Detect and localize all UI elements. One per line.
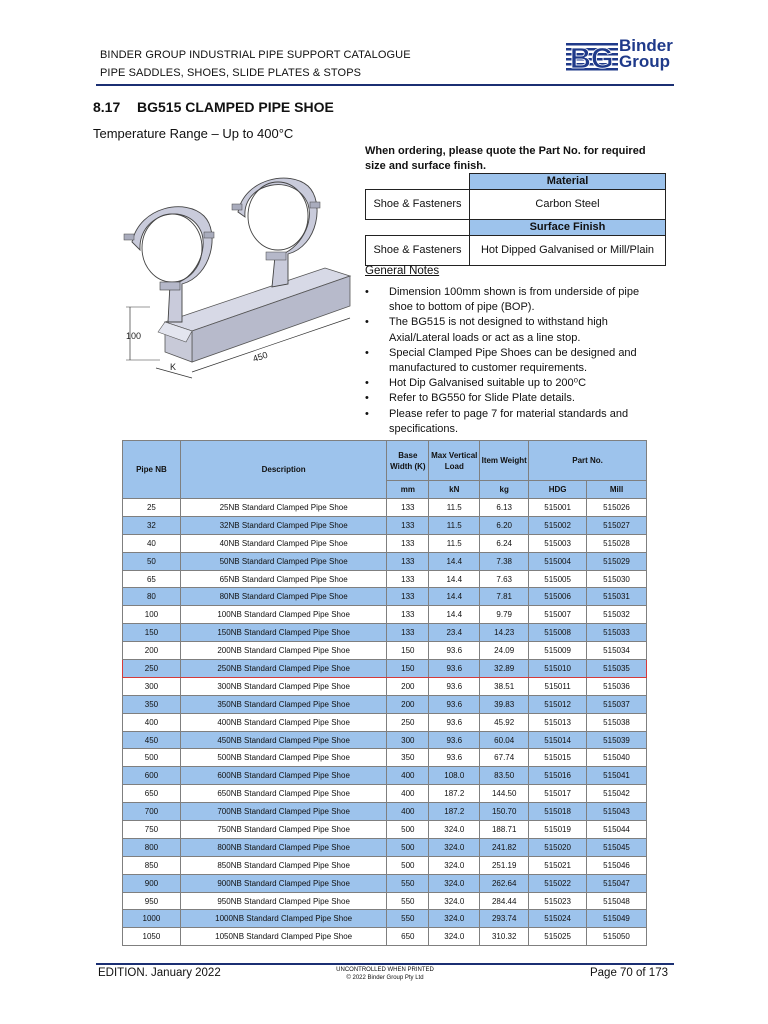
note-item: • The BG515 is not designed to withstand high Axial/Lateral loads or act as a line stop.: [365, 316, 608, 344]
cell-load: 187.2: [429, 803, 480, 821]
cell-k: 250: [387, 713, 429, 731]
cell-mill: 515042: [587, 785, 647, 803]
cell-desc: 1050NB Standard Clamped Pipe Shoe: [180, 928, 387, 946]
cell-load: 23.4: [429, 624, 480, 642]
cell-desc: 100NB Standard Clamped Pipe Shoe: [180, 606, 387, 624]
cell-hdg: 515016: [529, 767, 587, 785]
note-item: • Dimension 100mm shown is from underside of pipe shoe to bottom of pipe (BOP).: [365, 286, 640, 314]
table-row: [123, 606, 647, 624]
cell-hdg: 515006: [529, 588, 587, 606]
cell-load: 14.4: [429, 570, 480, 588]
cell-hdg: 515010: [529, 660, 587, 678]
copyright-notice: © 2022 Binder Group Pty Ltd: [346, 975, 424, 981]
cell-nb: 80: [123, 588, 181, 606]
uncontrolled-notice: UNCONTROLLED WHEN PRINTED: [336, 967, 434, 973]
finish-row-label: Shoe & Fasteners: [366, 236, 470, 266]
cell-wt: 251.19: [480, 856, 529, 874]
cell-load: 11.5: [429, 499, 480, 517]
cell-wt: 24.09: [480, 642, 529, 660]
col-hdg: HDG: [529, 481, 587, 499]
cell-k: 133: [387, 534, 429, 552]
footer-divider: [96, 963, 674, 965]
table-row: [123, 874, 647, 892]
general-notes-title: General Notes: [365, 265, 440, 277]
cell-wt: 7.63: [480, 570, 529, 588]
cell-wt: 150.70: [480, 803, 529, 821]
cell-k: 133: [387, 624, 429, 642]
cell-wt: 32.89: [480, 660, 529, 678]
cell-load: 14.4: [429, 588, 480, 606]
cell-mill: 515028: [587, 534, 647, 552]
dimension-length-label: 450: [251, 349, 269, 364]
cell-nb: 600: [123, 767, 181, 785]
cell-desc: 600NB Standard Clamped Pipe Shoe: [180, 767, 387, 785]
table-row: [123, 910, 647, 928]
cell-wt: 83.50: [480, 767, 529, 785]
footer-disclaimer: [300, 966, 470, 982]
cell-wt: 293.74: [480, 910, 529, 928]
cell-hdg: 515004: [529, 552, 587, 570]
cell-wt: 45.92: [480, 713, 529, 731]
cell-load: 324.0: [429, 910, 480, 928]
cell-wt: 188.71: [480, 821, 529, 839]
table-row: [123, 838, 647, 856]
cell-wt: 284.44: [480, 892, 529, 910]
cell-load: 93.6: [429, 660, 480, 678]
cell-k: 200: [387, 695, 429, 713]
cell-k: 550: [387, 874, 429, 892]
cell-hdg: 515012: [529, 695, 587, 713]
col-pipe-nb: Pipe NB: [123, 441, 181, 499]
cell-hdg: 515013: [529, 713, 587, 731]
unit-kn: kN: [429, 481, 480, 499]
bg-monogram-icon: [566, 40, 618, 74]
cell-desc: 25NB Standard Clamped Pipe Shoe: [180, 499, 387, 517]
cell-wt: 310.32: [480, 928, 529, 946]
cell-k: 150: [387, 642, 429, 660]
cell-hdg: 515014: [529, 731, 587, 749]
cell-wt: 6.20: [480, 516, 529, 534]
cell-mill: 515049: [587, 910, 647, 928]
table-row: [123, 624, 647, 642]
cell-wt: 39.83: [480, 695, 529, 713]
cell-desc: 800NB Standard Clamped Pipe Shoe: [180, 838, 387, 856]
edition-label: EDITION. January 2022: [98, 967, 221, 979]
cell-desc: 200NB Standard Clamped Pipe Shoe: [180, 642, 387, 660]
cell-desc: 500NB Standard Clamped Pipe Shoe: [180, 749, 387, 767]
cell-wt: 6.13: [480, 499, 529, 517]
specification-table-body: [123, 499, 647, 946]
cell-mill: 515046: [587, 856, 647, 874]
cell-nb: 400: [123, 713, 181, 731]
cell-k: 500: [387, 856, 429, 874]
finish-row-value: Hot Dipped Galvanised or Mill/Plain: [470, 236, 666, 266]
cell-desc: 1000NB Standard Clamped Pipe Shoe: [180, 910, 387, 928]
cell-mill: 515048: [587, 892, 647, 910]
table-row: [123, 928, 647, 946]
cell-mill: 515030: [587, 570, 647, 588]
cell-hdg: 515025: [529, 928, 587, 946]
specification-table: [122, 440, 647, 946]
table-row: [123, 534, 647, 552]
cell-k: 550: [387, 892, 429, 910]
unit-kg: kg: [480, 481, 529, 499]
cell-hdg: 515002: [529, 516, 587, 534]
cell-hdg: 515015: [529, 749, 587, 767]
cell-nb: 450: [123, 731, 181, 749]
cell-k: 200: [387, 677, 429, 695]
cell-mill: 515044: [587, 821, 647, 839]
cell-hdg: 515019: [529, 821, 587, 839]
cell-k: 550: [387, 910, 429, 928]
table-row: [123, 892, 647, 910]
cell-mill: 515031: [587, 588, 647, 606]
cell-nb: 200: [123, 642, 181, 660]
cell-mill: 515036: [587, 677, 647, 695]
cell-desc: 32NB Standard Clamped Pipe Shoe: [180, 516, 387, 534]
dimension-height-label: 100: [126, 331, 142, 341]
surface-finish-header: Surface Finish: [470, 220, 666, 236]
cell-load: 187.2: [429, 785, 480, 803]
cell-nb: 300: [123, 677, 181, 695]
logo-wordmark: [619, 38, 673, 70]
cell-desc: 450NB Standard Clamped Pipe Shoe: [180, 731, 387, 749]
cell-desc: 80NB Standard Clamped Pipe Shoe: [180, 588, 387, 606]
cell-hdg: 515009: [529, 642, 587, 660]
cell-hdg: 515018: [529, 803, 587, 821]
temperature-range: Temperature Range – Up to 400°C: [93, 126, 294, 141]
cell-desc: 350NB Standard Clamped Pipe Shoe: [180, 695, 387, 713]
section-title: BG515 CLAMPED PIPE SHOE: [137, 99, 334, 115]
cell-hdg: 515024: [529, 910, 587, 928]
table-row: [123, 713, 647, 731]
cell-desc: 40NB Standard Clamped Pipe Shoe: [180, 534, 387, 552]
table-row: [123, 677, 647, 695]
cell-k: 300: [387, 731, 429, 749]
note-item: • Please refer to page 7 for material standards and specifications.: [365, 407, 629, 435]
table-row: [123, 856, 647, 874]
cell-nb: 700: [123, 803, 181, 821]
dimension-k-label: K: [170, 362, 177, 372]
cell-load: 108.0: [429, 767, 480, 785]
table-row: [123, 642, 647, 660]
cell-k: 400: [387, 785, 429, 803]
section-number: 8.17: [93, 99, 121, 115]
cell-k: 350: [387, 749, 429, 767]
cell-nb: 150: [123, 624, 181, 642]
cell-nb: 800: [123, 838, 181, 856]
cell-hdg: 515007: [529, 606, 587, 624]
col-description: Description: [180, 441, 387, 499]
material-table: [365, 173, 666, 266]
cell-mill: 515047: [587, 874, 647, 892]
cell-desc: 650NB Standard Clamped Pipe Shoe: [180, 785, 387, 803]
cell-mill: 515039: [587, 731, 647, 749]
cell-k: 500: [387, 821, 429, 839]
cell-wt: 241.82: [480, 838, 529, 856]
note-item: • Special Clamped Pipe Shoes can be designed and manufactured to customer requirements.: [365, 346, 637, 375]
clamped-pipe-shoe-illustration: [120, 172, 360, 387]
cell-desc: 150NB Standard Clamped Pipe Shoe: [180, 624, 387, 642]
table-row: [123, 821, 647, 839]
header-catalogue-title: BINDER GROUP INDUSTRIAL PIPE SUPPORT CATALOGUE: [100, 49, 411, 61]
logo-word-binder: Binder: [619, 36, 673, 55]
cell-k: 400: [387, 803, 429, 821]
col-mill: Mill: [587, 481, 647, 499]
cell-desc: 850NB Standard Clamped Pipe Shoe: [180, 856, 387, 874]
cell-k: 500: [387, 838, 429, 856]
note-item: • Refer to BG550 for Slide Plate details.: [365, 392, 575, 405]
table-row: [123, 767, 647, 785]
cell-wt: 60.04: [480, 731, 529, 749]
cell-hdg: 515020: [529, 838, 587, 856]
cell-nb: 32: [123, 516, 181, 534]
cell-nb: 250: [123, 660, 181, 678]
cell-hdg: 515011: [529, 677, 587, 695]
table-row: [123, 588, 647, 606]
cell-load: 324.0: [429, 892, 480, 910]
cell-mill: 515032: [587, 606, 647, 624]
cell-nb: 1000: [123, 910, 181, 928]
cell-k: 133: [387, 499, 429, 517]
cell-load: 14.4: [429, 552, 480, 570]
cell-wt: 144.50: [480, 785, 529, 803]
cell-k: 150: [387, 660, 429, 678]
cell-wt: 38.51: [480, 677, 529, 695]
cell-desc: 950NB Standard Clamped Pipe Shoe: [180, 892, 387, 910]
table-row: [123, 552, 647, 570]
cell-mill: 515033: [587, 624, 647, 642]
cell-desc: 300NB Standard Clamped Pipe Shoe: [180, 677, 387, 695]
cell-mill: 515026: [587, 499, 647, 517]
cell-desc: 900NB Standard Clamped Pipe Shoe: [180, 874, 387, 892]
unit-mm: mm: [387, 481, 429, 499]
header-divider: [96, 84, 674, 86]
cell-load: 11.5: [429, 516, 480, 534]
cell-mill: 515038: [587, 713, 647, 731]
cell-load: 93.6: [429, 713, 480, 731]
cell-load: 324.0: [429, 856, 480, 874]
header-section-title: PIPE SADDLES, SHOES, SLIDE PLATES & STOPS: [100, 67, 362, 79]
cell-nb: 950: [123, 892, 181, 910]
cell-desc: 700NB Standard Clamped Pipe Shoe: [180, 803, 387, 821]
col-part-no: Part No.: [529, 441, 647, 481]
cell-k: 133: [387, 516, 429, 534]
cell-nb: 750: [123, 821, 181, 839]
cell-hdg: 515005: [529, 570, 587, 588]
col-base-width: Base Width (K): [387, 441, 429, 481]
cell-wt: 14.23: [480, 624, 529, 642]
cell-wt: 7.38: [480, 552, 529, 570]
logo-word-group: Group: [619, 52, 670, 71]
cell-nb: 650: [123, 785, 181, 803]
cell-nb: 500: [123, 749, 181, 767]
cell-load: 14.4: [429, 606, 480, 624]
cell-load: 324.0: [429, 874, 480, 892]
cell-nb: 65: [123, 570, 181, 588]
cell-wt: 262.64: [480, 874, 529, 892]
cell-mill: 515029: [587, 552, 647, 570]
cell-mill: 515040: [587, 749, 647, 767]
material-row-label: Shoe & Fasteners: [366, 190, 470, 220]
cell-k: 133: [387, 570, 429, 588]
cell-wt: 6.24: [480, 534, 529, 552]
page-number: Page 70 of 173: [589, 967, 668, 979]
table-row: [123, 570, 647, 588]
cell-wt: 67.74: [480, 749, 529, 767]
cell-k: 650: [387, 928, 429, 946]
cell-mill: 515041: [587, 767, 647, 785]
cell-nb: 900: [123, 874, 181, 892]
cell-load: 324.0: [429, 821, 480, 839]
cell-desc: 750NB Standard Clamped Pipe Shoe: [180, 821, 387, 839]
cell-hdg: 515023: [529, 892, 587, 910]
cell-hdg: 515021: [529, 856, 587, 874]
cell-nb: 40: [123, 534, 181, 552]
cell-load: 93.6: [429, 731, 480, 749]
cell-mill: 515034: [587, 642, 647, 660]
cell-mill: 515043: [587, 803, 647, 821]
cell-mill: 515037: [587, 695, 647, 713]
cell-k: 133: [387, 588, 429, 606]
cell-hdg: 515022: [529, 874, 587, 892]
table-row: [123, 749, 647, 767]
note-item: • Hot Dip Galvanised suitable up to 200⁰C: [365, 377, 587, 390]
general-notes-list: [365, 285, 665, 437]
table-row: [123, 499, 647, 517]
col-max-load: Max Vertical Load: [429, 441, 480, 481]
cell-hdg: 515008: [529, 624, 587, 642]
cell-nb: 50: [123, 552, 181, 570]
cell-hdg: 515001: [529, 499, 587, 517]
cell-nb: 1050: [123, 928, 181, 946]
cell-hdg: 515017: [529, 785, 587, 803]
cell-k: 400: [387, 767, 429, 785]
table-row: [123, 660, 647, 678]
table-row: [123, 803, 647, 821]
cell-mill: 515027: [587, 516, 647, 534]
cell-desc: 50NB Standard Clamped Pipe Shoe: [180, 552, 387, 570]
cell-mill: 515035: [587, 660, 647, 678]
col-item-weight: Item Weight: [480, 441, 529, 481]
cell-load: 93.6: [429, 695, 480, 713]
cell-nb: 25: [123, 499, 181, 517]
cell-load: 93.6: [429, 642, 480, 660]
cell-nb: 100: [123, 606, 181, 624]
cell-wt: 9.79: [480, 606, 529, 624]
material-header: Material: [470, 174, 666, 190]
table-row: [123, 516, 647, 534]
table-row: [123, 695, 647, 713]
cell-nb: 850: [123, 856, 181, 874]
cell-load: 324.0: [429, 928, 480, 946]
table-row: [123, 731, 647, 749]
cell-load: 93.6: [429, 749, 480, 767]
cell-load: 324.0: [429, 838, 480, 856]
cell-load: 93.6: [429, 677, 480, 695]
cell-wt: 7.81: [480, 588, 529, 606]
cell-k: 133: [387, 552, 429, 570]
cell-desc: 400NB Standard Clamped Pipe Shoe: [180, 713, 387, 731]
cell-desc: 250NB Standard Clamped Pipe Shoe: [180, 660, 387, 678]
material-row-value: Carbon Steel: [470, 190, 666, 220]
cell-hdg: 515003: [529, 534, 587, 552]
ordering-note: When ordering, please quote the Part No. for required size and surface finish.: [365, 145, 646, 172]
cell-load: 11.5: [429, 534, 480, 552]
page-title: [93, 99, 334, 115]
table-row: [123, 785, 647, 803]
cell-nb: 350: [123, 695, 181, 713]
cell-desc: 65NB Standard Clamped Pipe Shoe: [180, 570, 387, 588]
cell-mill: 515050: [587, 928, 647, 946]
svg-text:BG: BG: [570, 43, 614, 74]
cell-k: 133: [387, 606, 429, 624]
cell-mill: 515045: [587, 838, 647, 856]
